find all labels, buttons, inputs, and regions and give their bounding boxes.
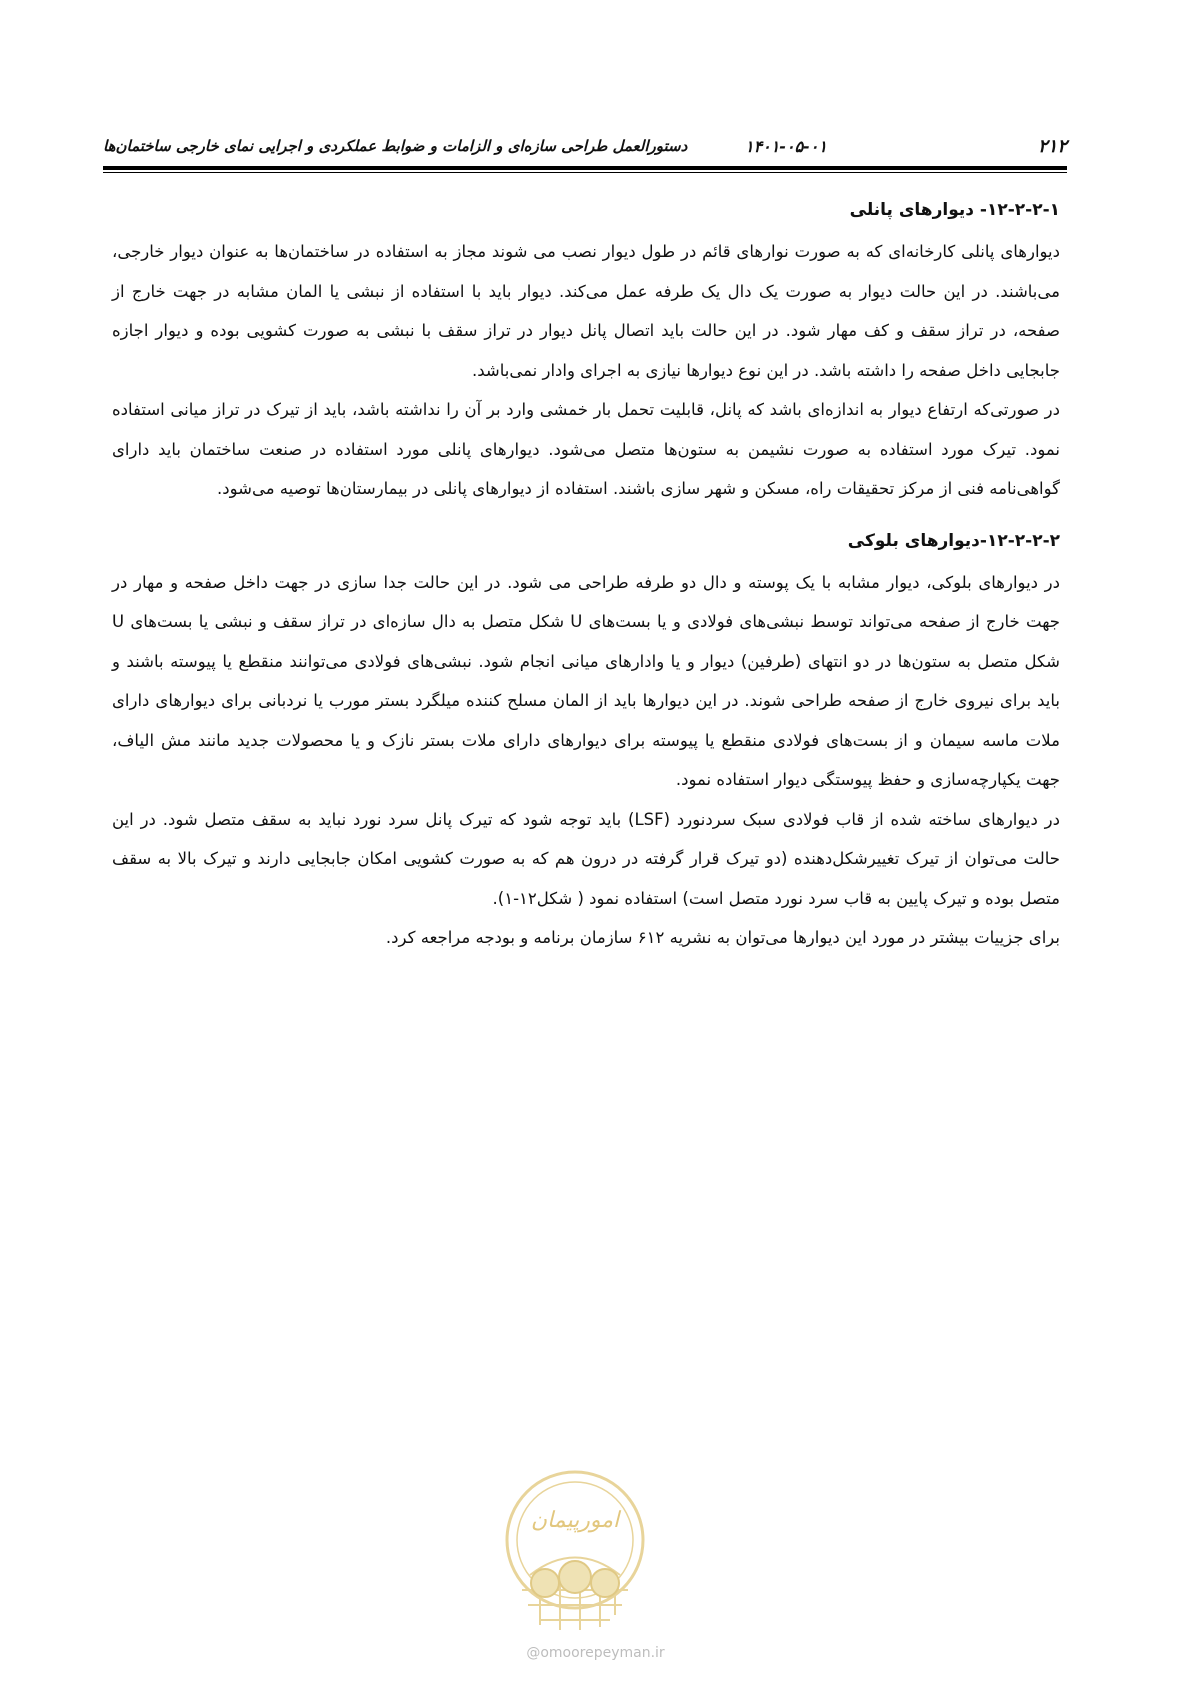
watermark-caption: @omoorepeyman.ir	[526, 1645, 665, 1661]
header-rule-thick	[103, 166, 1067, 170]
paragraph: در دیوارهای بلوکی، دیوار مشابه با یک پوسته و دال دو طرفه طراحی می شود. در این حالت جدا سازی در جهت داخل صفحه و مهار در جهت خارج از صفحه می‌تواند توسط نبشی‌های فولادی و یا بست‌های U شکل متصل به دال سازه‌ای در تراز سقف و نبشی یا بست‌های U شکل متصل به ستون‌ها در دو انتهای (طرفین) دیوار و یا وادارهای میانی انجام شود. نبشی‌های فولادی می‌توانند منقطع یا پیوسته باشند و باید برای نیروی خارج از صفحه طراحی شوند. در این دیوارها باید از المان مسلح کننده میلگرد بستر مورب یا نردبانی برای دیوارهای دارای ملات ماسه سیمان و از بست‌های فولادی منقطع یا پیوسته برای دیوارهای دارای ملات بستر نازک و یا محصولات جدید مانند مش الیاف، جهت یکپارچه‌سازی و حفظ پیوستگی دیوار استفاده نمود.	[112, 572, 1060, 789]
section-heading: ۱۲-۲-۲-۱- دیوارهای پانلی	[849, 200, 1060, 220]
watermark-logo	[500, 1465, 650, 1645]
paragraph: دیوارهای پانلی کارخانه‌ای که به صورت نوارهای قائم در طول دیوار نصب می شوند مجاز به استفاده در ساختمان‌ها به عنوان دیوار خارجی، می‌باشند. در این حالت دیوار به صورت یک دال یک طرفه عمل می‌کند. دیوار باید با استفاده از نبشی یا المان مشابه در جهت خارج از صفحه، در تراز سقف و کف مهار شود. در این حالت باید اتصال پانل دیوار در تراز سقف با نبشی به صورت کشویی بوده و دیوار اجازه جابجایی داخل صفحه را داشته باشد. در این نوع دیوارها نیازی به اجرای وادار نمی‌باشد.	[112, 242, 1060, 380]
page-header	[103, 128, 1067, 164]
page-number: ۲۱۲	[1037, 135, 1067, 157]
paragraph: در صورتی‌که ارتفاع دیوار به اندازه‌ای باشد که پانل، قابلیت تحمل بار خمشی وارد بر آن را نداشته باشد، باید از تیرک در تراز میانی استفاده نمود. تیرک مورد استفاده به صورت نشیمن به ستون‌ها متصل می‌شود. دیوارهای پانلی مورد استفاده در صنعت ساختمان باید دارای گواهی‌نامه فنی از مرکز تحقیقات راه، مسکن و شهر سازی باشند. استفاده از دیوارهای پانلی در بیمارستان‌ها توصیه می‌شود.	[112, 400, 1060, 498]
watermark-logo-text: امورپیمان	[530, 1508, 620, 1533]
header-date: ۱۴۰۱-۰۵-۰۱	[744, 136, 827, 156]
paragraph: برای جزییات بیشتر در مورد این دیوارها می‌توان به نشریه ۶۱۲ سازمان برنامه و بودجه مراجعه کرد.	[385, 928, 1060, 947]
running-title: دستورالعمل طراحی سازه‌ای و الزامات و ضوابط عملکردی و اجرایی نمای خارجی ساختمان‌ها	[103, 137, 688, 155]
section-heading: ۱۲-۲-۲-۲-دیوارهای بلوکی	[847, 530, 1060, 551]
body-content	[112, 188, 1060, 958]
paragraph: در دیوارهای ساخته شده از قاب فولادی سبک سردنورد (LSF) باید توجه شود که تیرک پانل سرد نورد نباید به سقف متصل شود. در این حالت می‌توان از تیرک تغییرشکل‌دهنده (دو تیرک قرار گرفته در درون هم که به صورت کشویی امکان جابجایی دارند و تیرک بالا به سقف متصل بوده و تیرک پایین به قاب سرد نورد متصل است) استفاده نمود ( شکل۱۲-۱).	[112, 809, 1060, 908]
header-rule-thin	[103, 172, 1067, 173]
